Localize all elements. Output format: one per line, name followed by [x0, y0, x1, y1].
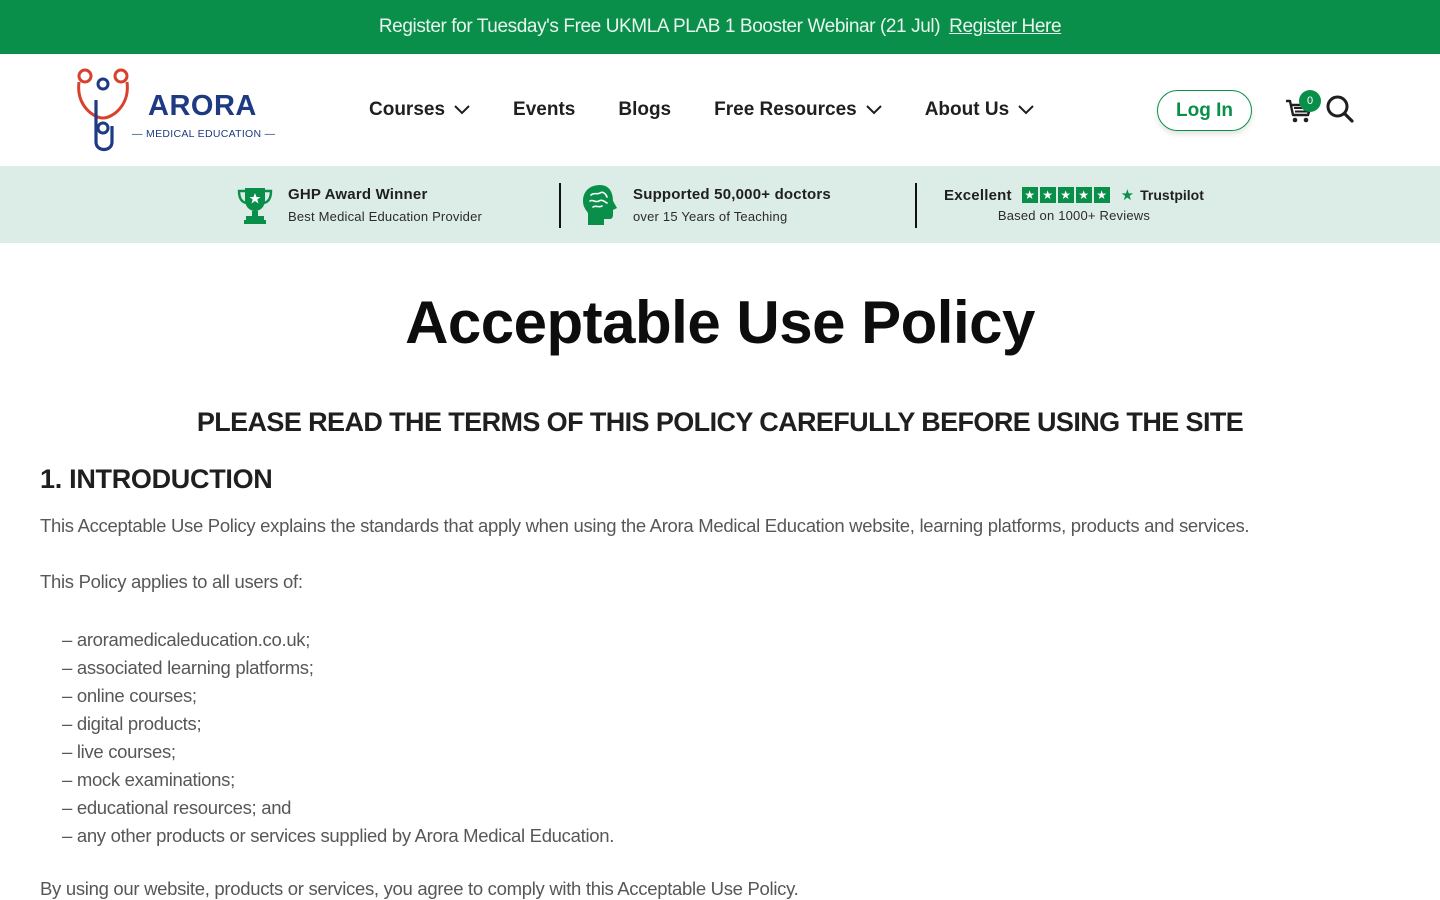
- chevron-down-icon: [454, 105, 470, 115]
- list-item: – mock examinations;: [62, 769, 235, 790]
- doctors-title: Supported 50,000+ doctors: [633, 185, 831, 203]
- star-icon: ★: [1076, 187, 1092, 203]
- list-item: – digital products;: [62, 713, 202, 734]
- rating-label: Excellent: [944, 186, 1012, 204]
- trustpilot-logo: [1121, 186, 1204, 204]
- rating-subtitle: Based on 1000+ Reviews: [997, 208, 1151, 223]
- applies-list: [62, 627, 614, 851]
- promo-text: Register for Tuesday's Free UKMLA PLAB 1 Booster Webinar (21 Jul): [378, 16, 941, 37]
- list-item: – associated learning platforms;: [62, 657, 314, 678]
- page-title: Acceptable Use Policy: [405, 289, 1035, 356]
- nav-blogs-label: Blogs: [618, 99, 672, 120]
- login-button[interactable]: Log In: [1157, 90, 1252, 131]
- list-item: – online courses;: [62, 685, 197, 706]
- trustpilot-brand: Trustpilot: [1140, 187, 1204, 203]
- doctors-subtitle: over 15 Years of Teaching: [633, 208, 788, 224]
- nav-free-resources-label: Free Resources: [714, 99, 857, 120]
- doctors-badge: [581, 166, 831, 243]
- brain-head-icon: [581, 183, 619, 227]
- cart-count-badge: 0: [1299, 90, 1321, 112]
- award-badge: [236, 166, 482, 243]
- chevron-down-icon: [866, 105, 882, 115]
- register-link[interactable]: Register Here: [949, 16, 1062, 37]
- chevron-down-icon: [1018, 105, 1034, 115]
- nav-courses-label: Courses: [369, 99, 446, 120]
- logo-wordmark: ARORA: [148, 90, 257, 122]
- award-title: GHP Award Winner: [288, 185, 428, 203]
- award-subtitle: Best Medical Education Provider: [288, 208, 483, 224]
- nav-about-us[interactable]: [925, 99, 1034, 121]
- list-item: – live courses;: [62, 741, 176, 762]
- nav-free-resources[interactable]: [714, 99, 882, 121]
- trustpilot-rating[interactable]: [944, 166, 1204, 243]
- policy-notice: PLEASE READ THE TERMS OF THIS POLICY CAREFULLY BEFORE USING THE SITE: [196, 407, 1244, 437]
- logo-tagline: — MEDICAL EDUCATION —: [132, 128, 276, 140]
- list-item: – any other products or services supplied by Arora Medical Education.: [62, 825, 615, 846]
- trustpilot-star-icon: ★: [1120, 187, 1135, 204]
- star-icon: ★: [1040, 187, 1056, 203]
- nav-courses[interactable]: [369, 99, 470, 121]
- trophy-icon: [236, 185, 274, 225]
- nav-events[interactable]: [513, 99, 575, 121]
- search-icon[interactable]: [1325, 94, 1355, 124]
- star-icon: ★: [1094, 187, 1110, 203]
- trust-divider: [559, 183, 561, 228]
- nav-about-us-label: About Us: [924, 99, 1010, 120]
- rating-stars: [1022, 187, 1112, 203]
- list-item: – aroramedicaleducation.co.uk;: [62, 629, 311, 650]
- trust-divider: [915, 183, 917, 228]
- agreement-paragraph: By using our website, products or services, you agree to comply with this Acceptable Use Policy.: [40, 878, 799, 899]
- star-icon: ★: [1022, 187, 1038, 203]
- section-heading: 1. INTRODUCTION: [40, 464, 273, 494]
- applies-paragraph: This Policy applies to all users of:: [40, 571, 303, 592]
- list-item: – educational resources; and: [62, 797, 292, 818]
- promo-banner: [0, 0, 1440, 54]
- nav-blogs[interactable]: [618, 99, 671, 121]
- intro-paragraph: This Acceptable Use Policy explains the standards that apply when using the Arora Medical Education website, learning platforms, products and services.: [40, 515, 1250, 536]
- site-header: [0, 54, 1440, 166]
- logo-mark-icon: [74, 66, 136, 158]
- star-icon: ★: [1058, 187, 1074, 203]
- main-nav: [369, 99, 1077, 121]
- trust-strip: [0, 166, 1440, 243]
- nav-events-label: Events: [513, 99, 576, 120]
- logo[interactable]: [74, 66, 276, 156]
